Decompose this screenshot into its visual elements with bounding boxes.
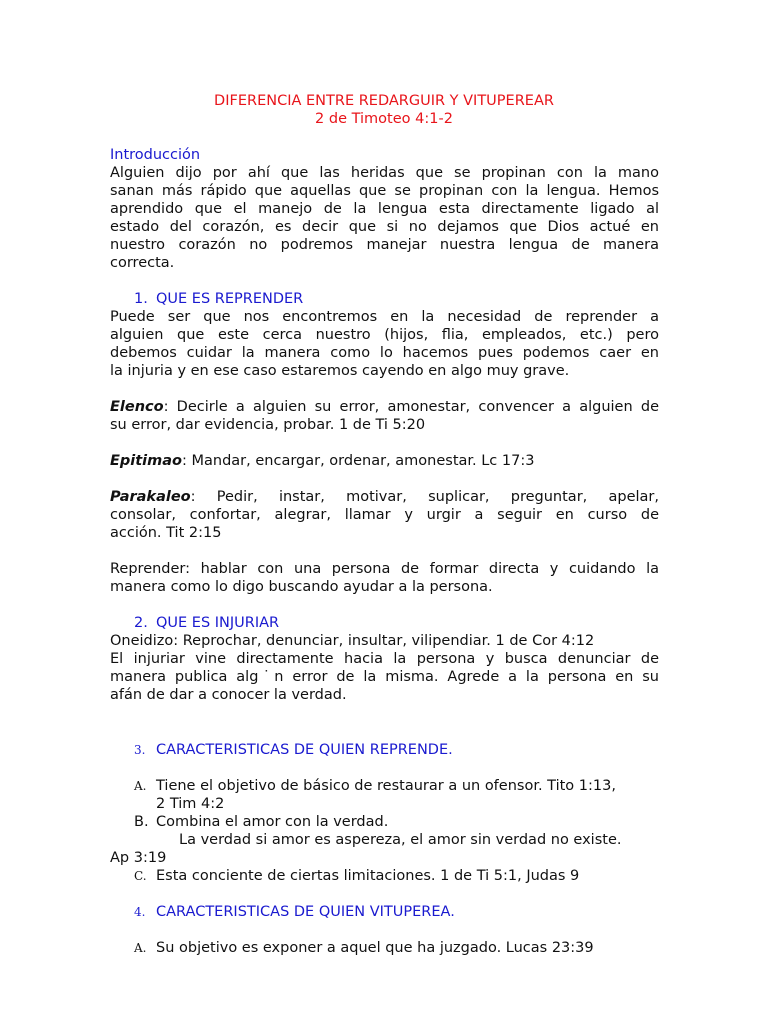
intro-line: Alguien dijo por ahí que las heridas que se propinan con la mano — [110, 165, 659, 181]
elenco-definition: Elenco: Decirle a alguien su error, amonestar, convencer a alguien de — [110, 399, 659, 415]
reprender-definition: Reprender: hablar con una persona de formar directa y cuidando la — [110, 561, 659, 577]
section1-line: debemos cuidar la manera como lo hacemos pues podemos caer en — [110, 345, 659, 361]
list-marker: A. — [134, 941, 147, 955]
elenco-definition-cont: su error, dar evidencia, probar. 1 de Ti 5:20 — [110, 417, 426, 433]
list-item: Esta conciente de ciertas limitaciones. 1 de Ti 5:1, Judas 9 — [156, 868, 580, 884]
list-marker: B. — [134, 814, 149, 830]
list-item: Tiene el objetivo de básico de restaurar a un ofensor. Tito 1:13, — [156, 778, 616, 794]
quote-line-cont: Ap 3:19 — [110, 850, 167, 866]
intro-line: nuestro corazón no podremos manejar nuestra lengua de manera — [110, 237, 659, 253]
term-epitimao: Epitimao — [110, 453, 183, 469]
parakaleo-definition: Parakaleo: Pedir, instar, motivar, suplicar, preguntar, apelar, — [110, 489, 659, 505]
parakaleo-definition-cont: consolar, confortar, alegrar, llamar y urgir a seguir en curso de — [110, 507, 659, 523]
section-number: 2. — [134, 615, 148, 631]
intro-line: sanan más rápido que aquellas que se propinan con la lengua. Hemos — [110, 183, 659, 199]
document-title: DIFERENCIA ENTRE REDARGUIR Y VITUPEREAR — [214, 93, 554, 109]
epitimao-definition: Epitimao: Mandar, encargar, ordenar, amonestar. Lc 17:3 — [110, 453, 535, 469]
intro-heading: Introducción — [110, 147, 201, 163]
section-number: 3. — [134, 743, 146, 757]
section2-line: afán de dar a conocer la verdad. — [110, 687, 347, 703]
section2-line: El injuriar vine directamente hacia la persona y busca denunciar de — [110, 651, 659, 667]
document-subtitle: 2 de Timoteo 4:1-2 — [315, 111, 453, 127]
section1-line: Puede ser que nos encontremos en la necesidad de reprender a — [110, 309, 659, 325]
section-heading-reprender: QUE ES REPRENDER — [156, 291, 304, 307]
quote-line: La verdad si amor es aspereza, el amor sin verdad no existe. — [179, 832, 622, 848]
intro-line: aprendido que el manejo de la lengua esta directamente ligado al — [110, 201, 659, 217]
section1-line: la injuria y en ese caso estaremos cayendo en algo muy grave. — [110, 363, 570, 379]
section-number: 4. — [134, 905, 146, 919]
list-marker: A. — [134, 779, 147, 793]
list-item: Combina el amor con la verdad. — [156, 814, 389, 830]
section-heading-quien-vituperea: CARACTERISTICAS DE QUIEN VITUPEREA. — [156, 904, 455, 920]
term-parakaleo: Parakaleo — [110, 489, 191, 505]
term-elenco: Elenco — [110, 399, 164, 415]
section-heading-quien-reprende: CARACTERISTICAS DE QUIEN REPRENDE. — [156, 742, 453, 758]
parakaleo-definition-cont: acción. Tit 2:15 — [110, 525, 222, 541]
section2-line: manera publica alg˙n error de la misma. Agrede a la persona en su — [110, 669, 659, 685]
section-number: 1. — [134, 291, 148, 307]
list-item: Su objetivo es exponer a aquel que ha juzgado. Lucas 23:39 — [156, 940, 594, 956]
intro-line: estado del corazón, es decir que si no dejamos que Dios actué en — [110, 219, 659, 235]
section-heading-injuriar: QUE ES INJURIAR — [156, 615, 280, 631]
list-marker: C. — [134, 869, 147, 883]
section1-line: alguien que este cerca nuestro (hijos, flia, empleados, etc.) pero — [110, 327, 659, 343]
intro-line: correcta. — [110, 255, 175, 271]
section2-line: Oneidizo: Reprochar, denunciar, insultar, vilipendiar. 1 de Cor 4:12 — [110, 633, 595, 649]
reprender-definition-cont: manera como lo digo buscando ayudar a la persona. — [110, 579, 493, 595]
list-item-cont: 2 Tim 4:2 — [156, 796, 225, 812]
